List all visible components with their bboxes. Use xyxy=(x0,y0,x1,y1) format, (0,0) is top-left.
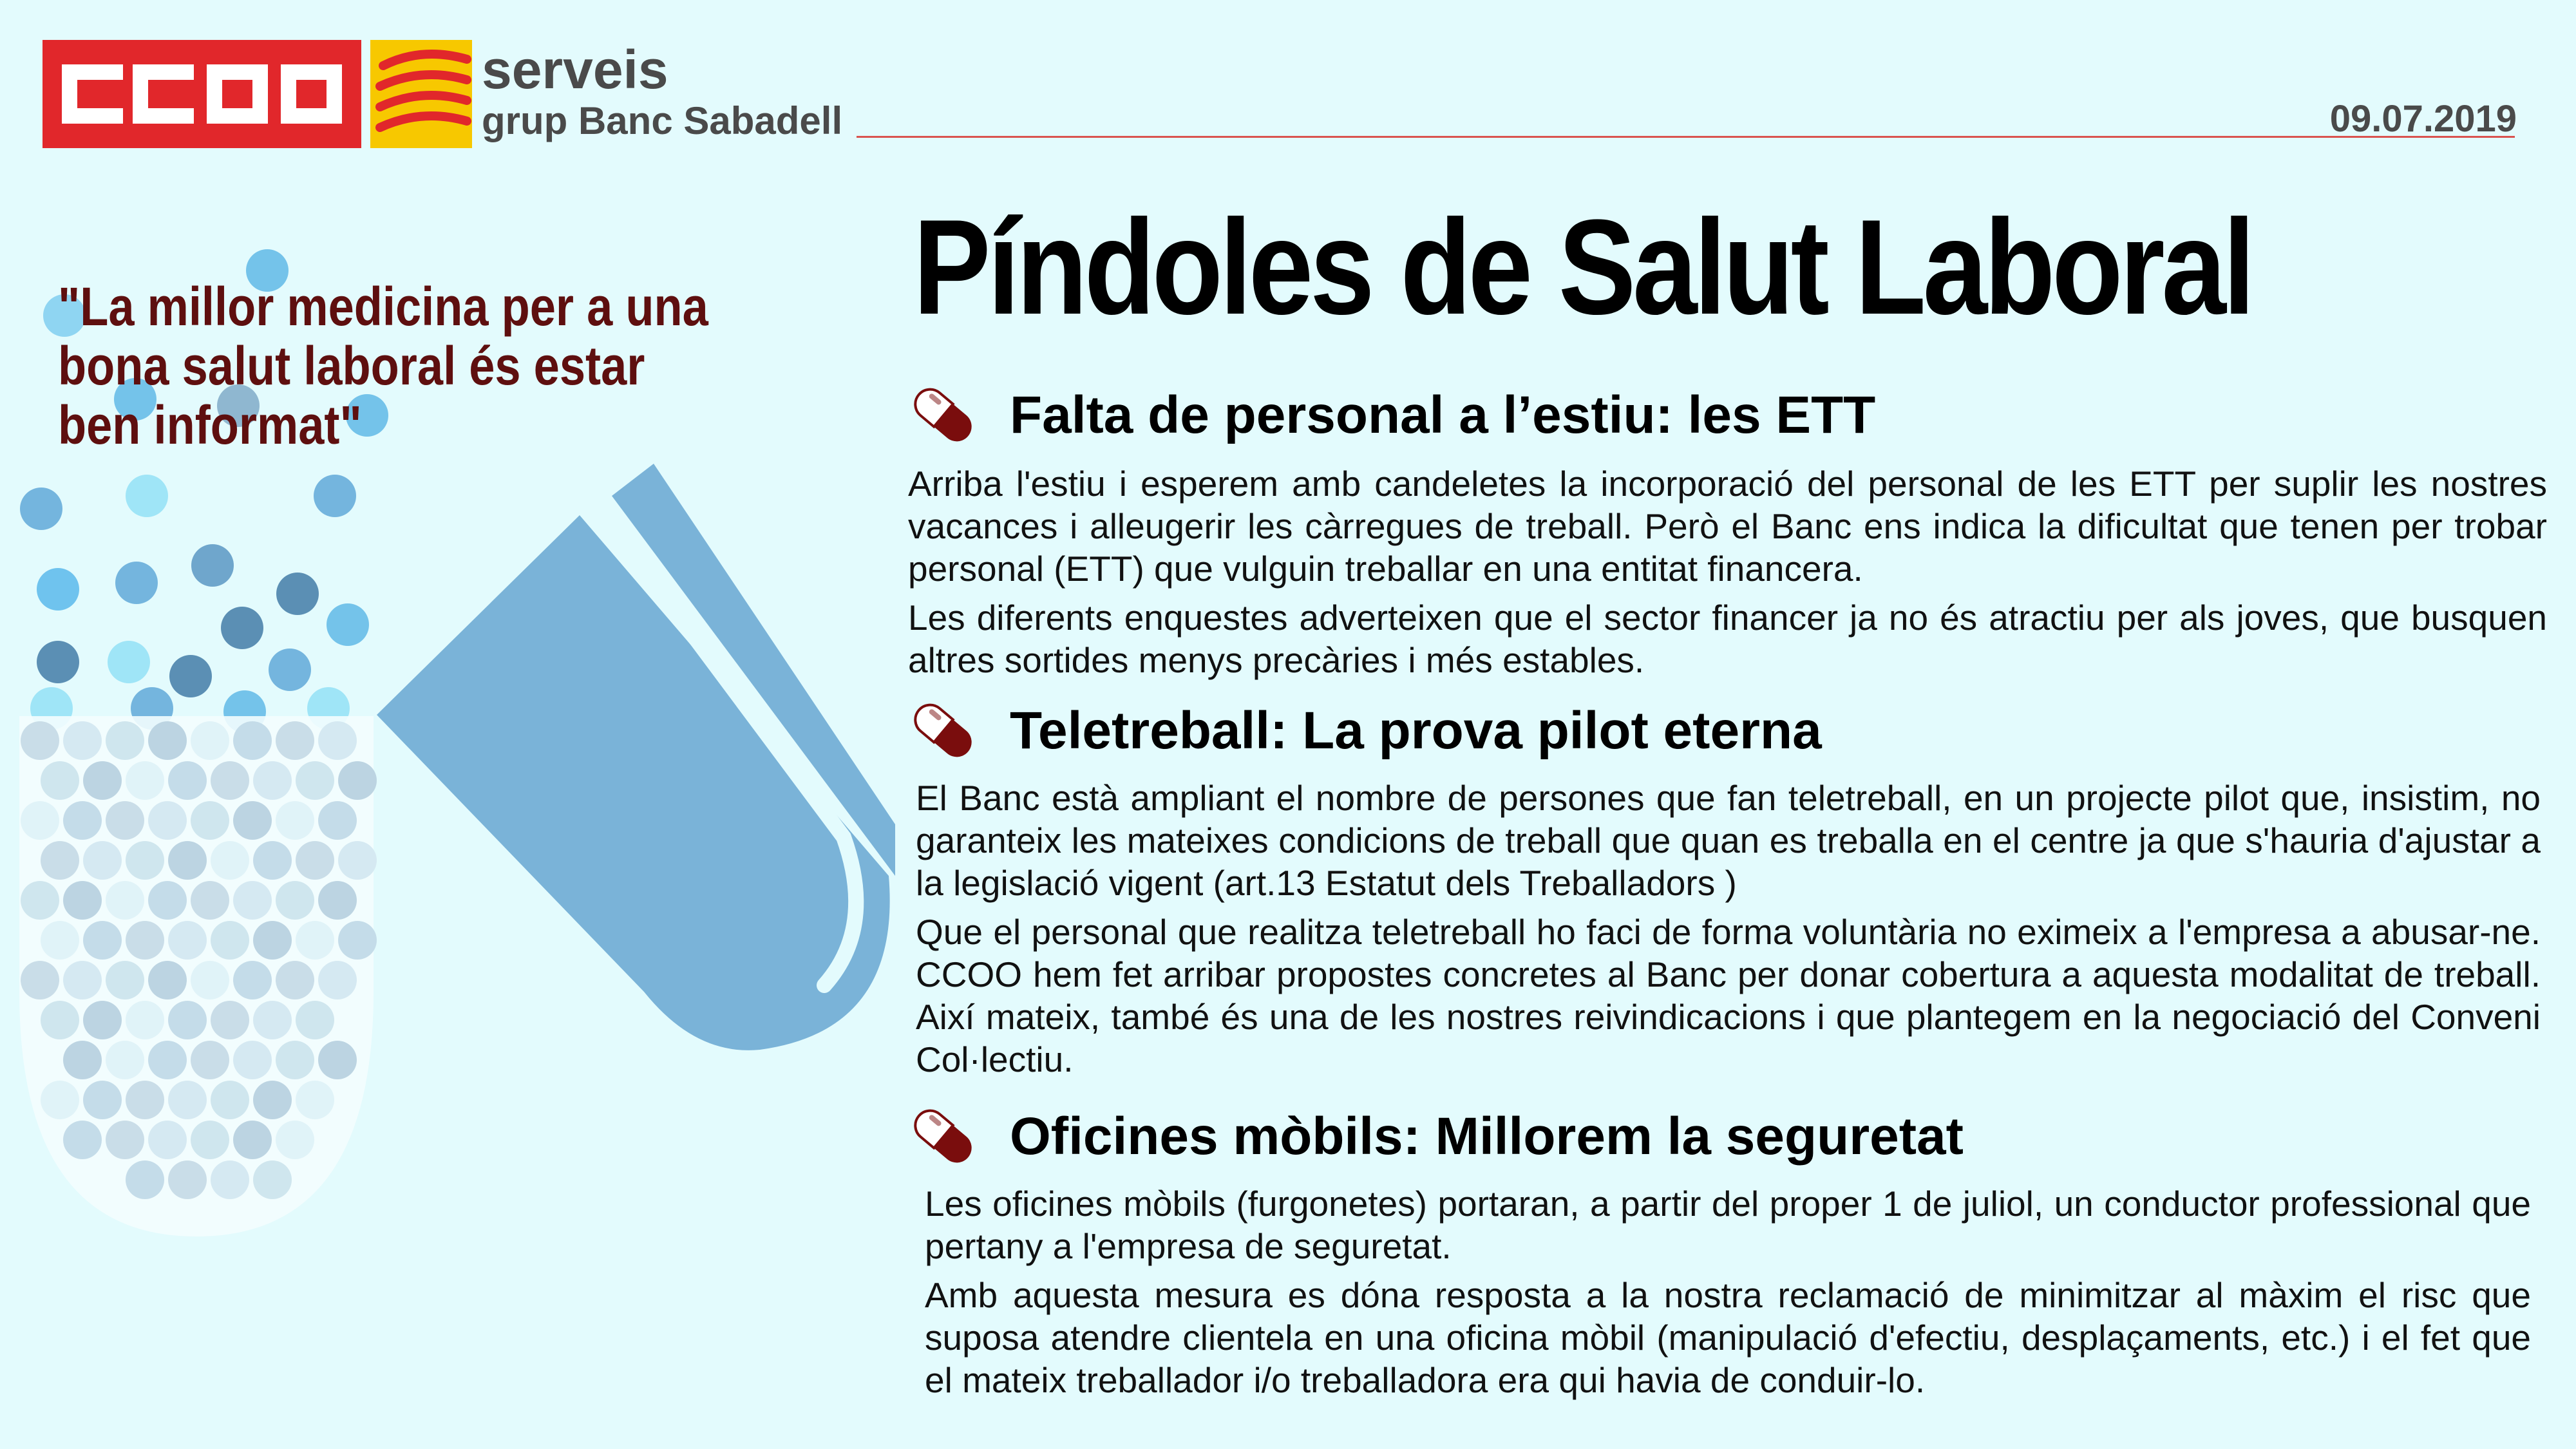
catalan-flag-logo xyxy=(370,40,472,148)
container-bead xyxy=(148,801,187,840)
container-bead xyxy=(211,921,249,960)
container-bead xyxy=(233,961,272,999)
capsule-half xyxy=(377,464,895,1050)
container-bead xyxy=(106,801,144,840)
container-bead xyxy=(211,841,249,880)
container-bead xyxy=(191,721,229,760)
container-bead xyxy=(211,761,249,800)
container-bead xyxy=(168,921,207,960)
container-bead xyxy=(63,721,102,760)
container-bead xyxy=(276,1121,314,1159)
container-bead xyxy=(63,881,102,920)
container-bead xyxy=(191,1041,229,1079)
container-bead xyxy=(148,961,187,999)
container-bead xyxy=(106,961,144,999)
container-bead xyxy=(63,801,102,840)
container-bead xyxy=(148,881,187,920)
container-bead xyxy=(126,841,164,880)
section-heading xyxy=(908,380,2547,451)
container-bead xyxy=(83,1001,122,1039)
container-bead xyxy=(191,961,229,999)
container-bead xyxy=(191,801,229,840)
container-bead xyxy=(318,721,357,760)
container-bead xyxy=(83,841,122,880)
paragraph: Les oficines mòbils (furgonetes) portaran, a partir del proper 1 de juliol, un conductor professional que pertany a l'empresa de seguretat. xyxy=(925,1184,2531,1266)
section-heading xyxy=(908,1101,2531,1172)
container-bead xyxy=(41,761,79,800)
section-ett xyxy=(908,380,2547,688)
container-bead xyxy=(63,1041,102,1079)
container-bead xyxy=(296,921,334,960)
container-bead xyxy=(106,881,144,920)
container-bead xyxy=(253,1081,292,1119)
page-title: Píndoles de Salut Laboral xyxy=(913,191,2252,343)
container-bead xyxy=(276,881,314,920)
container-bead xyxy=(233,801,272,840)
brand-subtitle: grup Banc Sabadell xyxy=(482,99,843,142)
container-bead xyxy=(41,1081,79,1119)
container-bead xyxy=(168,841,207,880)
container-bead xyxy=(318,801,357,840)
paragraph: Que el personal que realitza teletreball ho faci de forma voluntària no eximeix a l'empresa a abusar-ne. CCOO hem fet arribar propostes concretes al Banc per donar cobertura a aquesta modalitat de treball. Així mateix, també és una de les nostres reivindicacions i que plantegem en la negociació del Conveni Col·lectiu. xyxy=(916,912,2541,1079)
container-bead xyxy=(83,1081,122,1119)
container-bead xyxy=(41,921,79,960)
container-bead xyxy=(83,761,122,800)
container-bead xyxy=(253,1160,292,1199)
container-bead xyxy=(168,1160,207,1199)
container-bead xyxy=(233,721,272,760)
paragraph: Arriba l'estiu i esperem amb candeletes la incorporació del personal de les ETT per suplir les nostres vacances i alleugerir les càrregues de treball. Però el Banc ens indica la dificultat que tenen per trobar personal (ETT) que vulguin treballar en una entitat financera. xyxy=(908,464,2547,589)
container-bead xyxy=(168,1001,207,1039)
container-bead xyxy=(126,1081,164,1119)
container-bead xyxy=(233,881,272,920)
container-bead xyxy=(276,961,314,999)
container-bead xyxy=(233,1041,272,1079)
container-bead xyxy=(296,1081,334,1119)
container-bead xyxy=(276,1041,314,1079)
container-bead xyxy=(126,1001,164,1039)
container-bead xyxy=(233,1121,272,1159)
publication-date: 09.07.2019 xyxy=(2329,98,2517,140)
section-teletreball xyxy=(908,696,2541,1087)
container-bead xyxy=(296,761,334,800)
container-bead xyxy=(211,1001,249,1039)
container-bead xyxy=(168,1081,207,1119)
container-bead xyxy=(126,1160,164,1199)
container-bead xyxy=(253,921,292,960)
container-bead xyxy=(338,921,377,960)
section-heading xyxy=(908,696,2541,766)
container-bead xyxy=(191,881,229,920)
container-bead xyxy=(63,1121,102,1159)
section-heading-text: Falta de personal a l’estiu: les ETT xyxy=(1010,386,1876,444)
container-bead xyxy=(21,721,59,760)
paragraph: Les diferents enquestes adverteixen que el sector financer ja no és atractiu per als joves, que busquen altres sortides menys precàries i més estables. xyxy=(908,598,2547,680)
container-bead xyxy=(41,841,79,880)
container-bead xyxy=(318,1041,357,1079)
container-bead xyxy=(253,841,292,880)
pill-icon xyxy=(908,1101,979,1172)
container-bead xyxy=(338,761,377,800)
header-divider xyxy=(857,136,2515,138)
section-heading-text: Teletreball: La prova pilot eterna xyxy=(1010,701,1822,760)
container-bead xyxy=(41,1001,79,1039)
highlight-quote: "La millor medicina per a una bona salut laboral és estar ben informat" xyxy=(58,276,708,455)
paragraph: Amb aquesta mesura es dóna resposta a la nostra reclamació de minimitzar al màxim el risc que suposa atendre clientela en una oficina mòbil (manipulació d'efectiu, desplaçaments, etc.) i el fet que el mateix treballador i/o treballadora era qui havia de conduir-lo. xyxy=(925,1275,2531,1400)
container-bead xyxy=(21,801,59,840)
container-bead xyxy=(148,1041,187,1079)
brand-title: serveis xyxy=(482,39,668,100)
section-heading-text: Oficines mòbils: Millorem la seguretat xyxy=(1010,1107,1964,1166)
container-bead xyxy=(276,721,314,760)
container-bead xyxy=(148,721,187,760)
container-bead xyxy=(106,1041,144,1079)
ccoo-logo xyxy=(43,40,361,148)
container-bead xyxy=(83,921,122,960)
section-oficines-mobils xyxy=(908,1101,2531,1408)
container-bead xyxy=(126,921,164,960)
container-bead xyxy=(253,1001,292,1039)
pill-icon xyxy=(908,380,979,451)
container-bead xyxy=(211,1081,249,1119)
paragraph: El Banc està ampliant el nombre de persones que fan teletreball, en un projecte pilot que, insistim, no garanteix les mateixes condicions de treball que quan es treballa en el centre ja que s'hauria d'ajustar a la legislació vigent (art.13 Estatut dels Treballadors ) xyxy=(916,778,2541,903)
flag-stripes-icon xyxy=(370,40,472,148)
container-bead xyxy=(21,881,59,920)
container-bead xyxy=(63,961,102,999)
container-bead xyxy=(21,961,59,999)
container-bead xyxy=(253,761,292,800)
container-bead xyxy=(106,1121,144,1159)
container-bead xyxy=(318,961,357,999)
container-bead xyxy=(148,1121,187,1159)
container-bead xyxy=(338,841,377,880)
container-bead xyxy=(191,1121,229,1159)
container-bead xyxy=(211,1160,249,1199)
container-bead xyxy=(318,881,357,920)
ccoo-logo-letters xyxy=(62,64,345,124)
pill-icon xyxy=(908,696,979,766)
container-bead xyxy=(276,801,314,840)
container-bead xyxy=(168,761,207,800)
container-bead xyxy=(106,721,144,760)
container-bead xyxy=(296,841,334,880)
container-bead xyxy=(296,1001,334,1039)
container-bead xyxy=(126,761,164,800)
